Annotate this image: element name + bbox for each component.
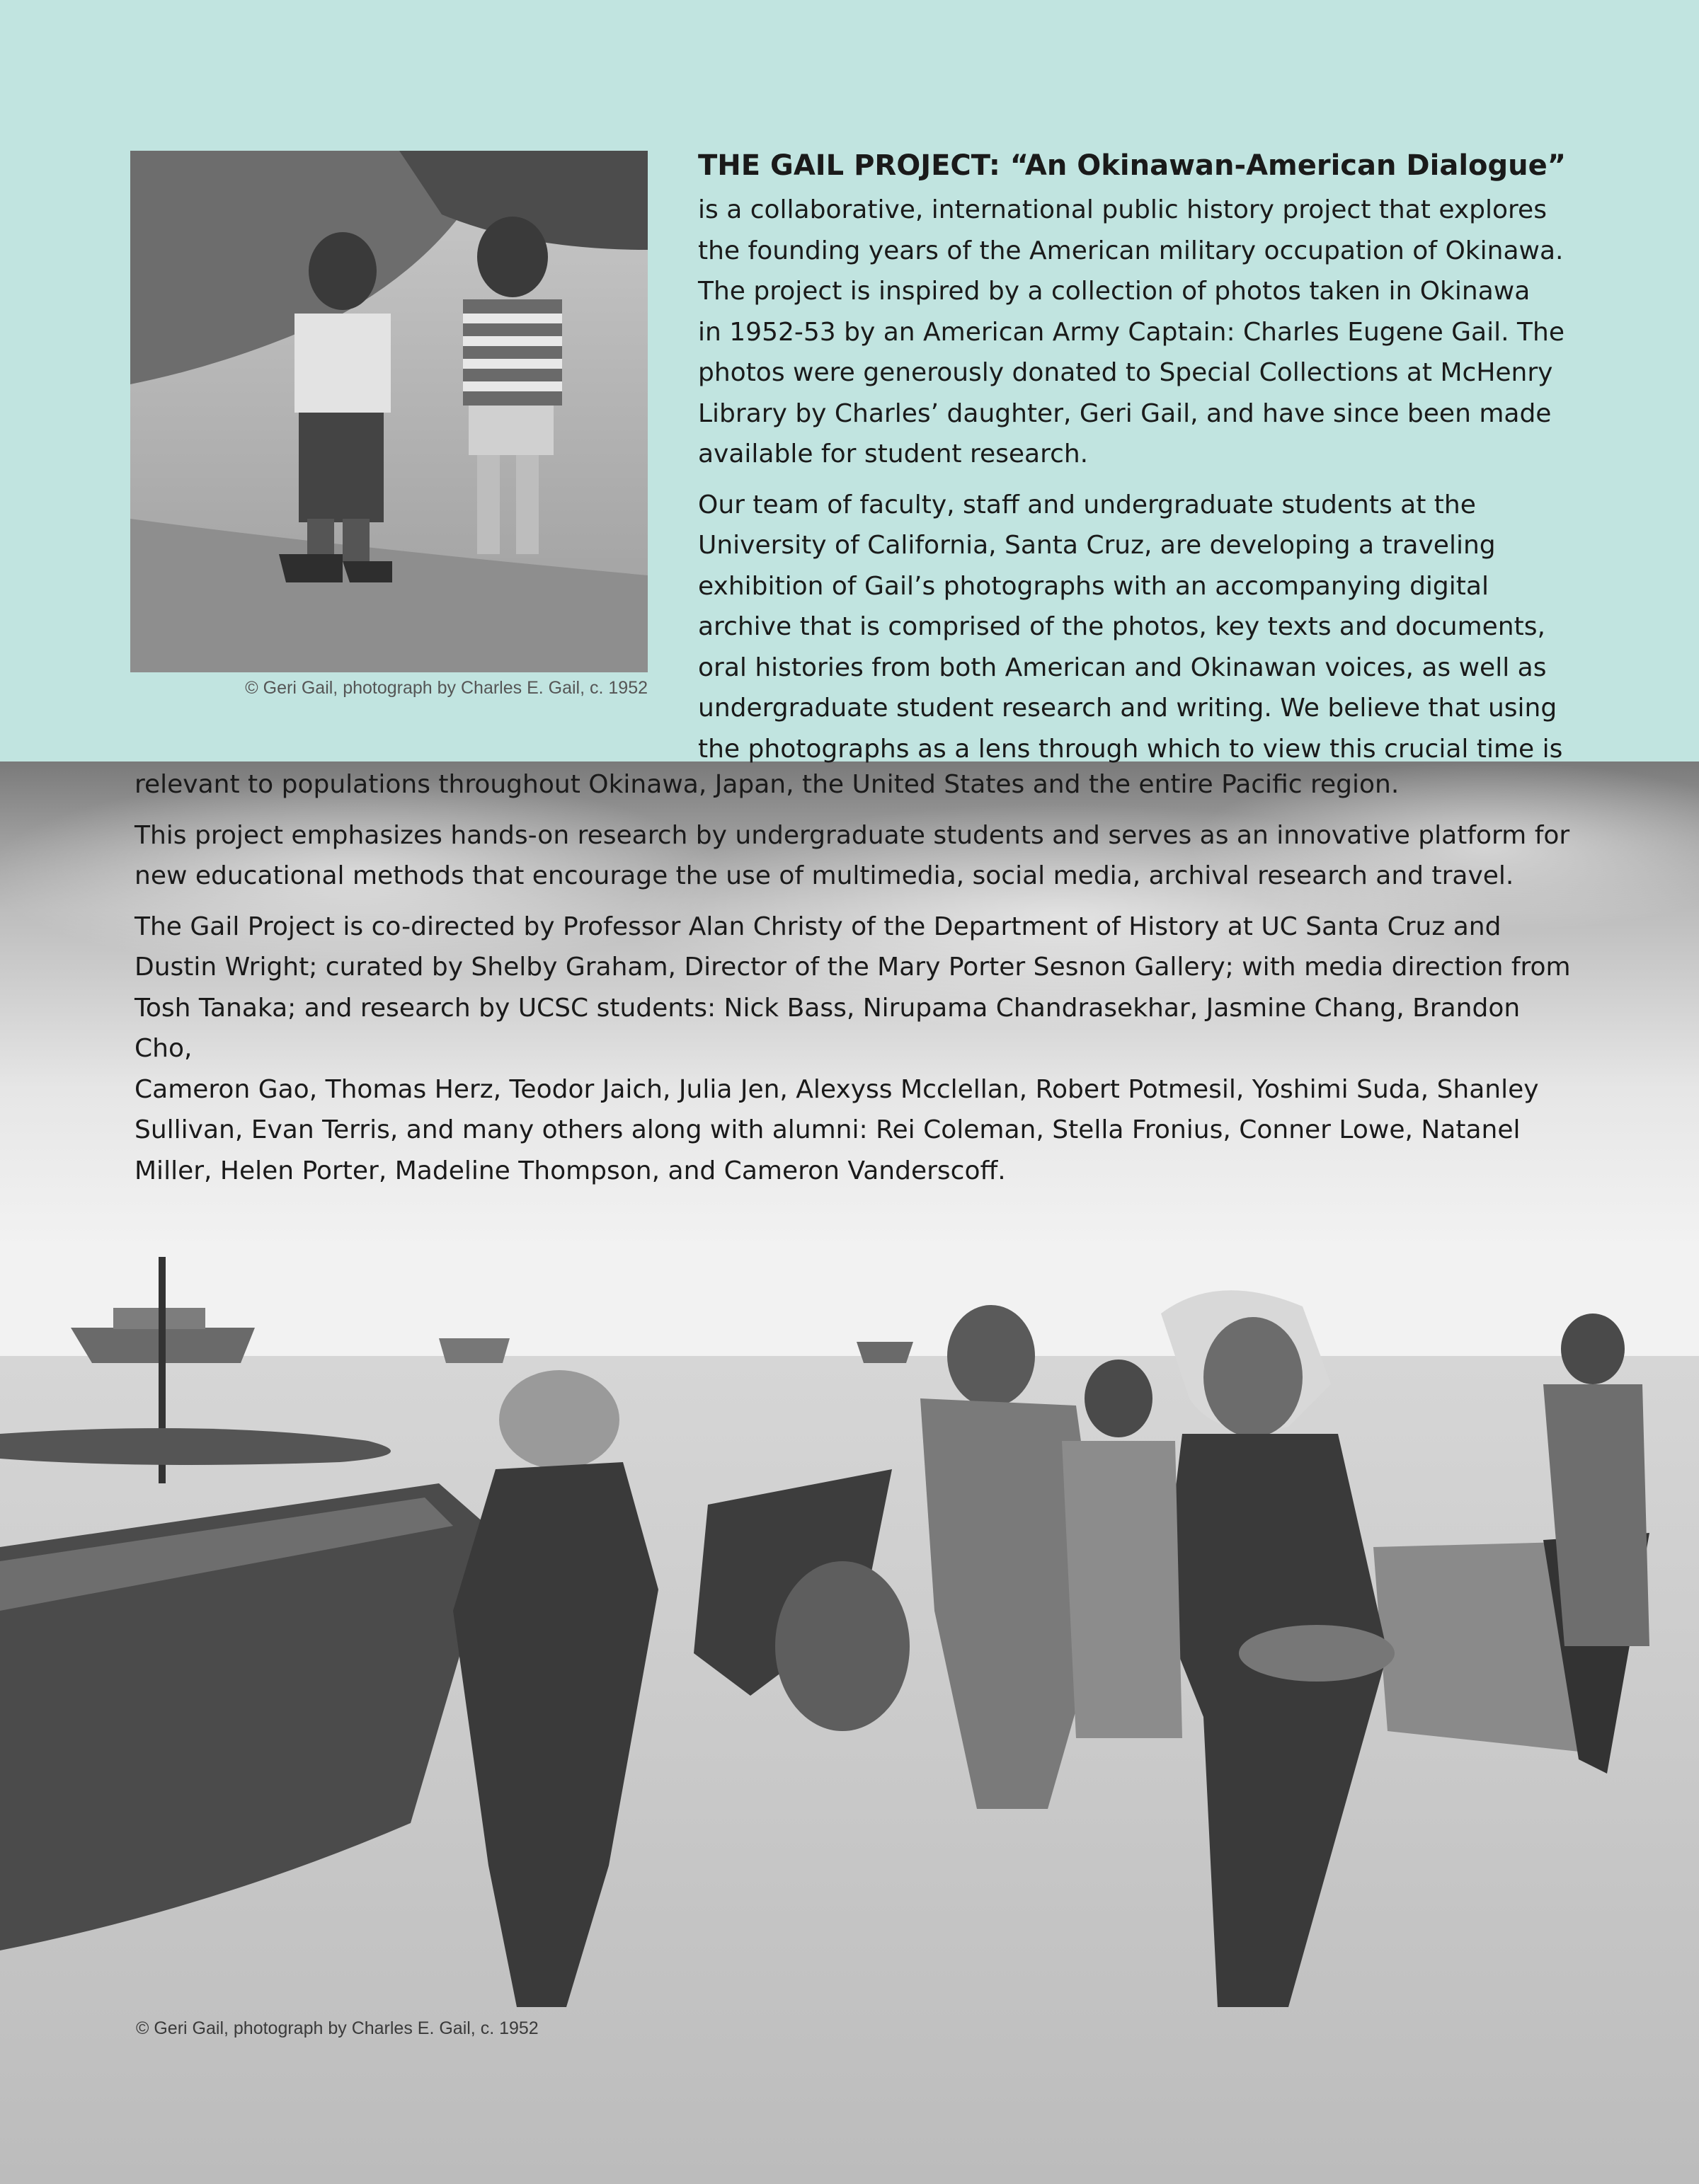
intro-line: is a collaborative, international public history project that explores	[698, 195, 1547, 224]
credits-line: Sullivan, Evan Terris, and many others along with alumni: Rei Coleman, Stella Fronius, Conner Lowe, Natanel	[135, 1115, 1521, 1144]
intro-line: the founding years of the American military occupation of Okinawa.	[698, 236, 1564, 265]
team-line: University of California, Santa Cruz, are developing a traveling	[698, 531, 1496, 560]
intro-line: Library by Charles’ daughter, Geri Gail, and have since been made	[698, 398, 1552, 428]
project-title: THE GAIL PROJECT: “An Okinawan-American Dialogue”	[698, 149, 1567, 182]
credits-line: Dustin Wright; curated by Shelby Graham, Director of the Mary Porter Sesnon Gallery; with media direction from	[135, 953, 1571, 982]
team-line: Our team of faculty, staff and undergraduate students at the	[698, 490, 1476, 519]
inset-photograph	[130, 151, 648, 672]
team-line: archive that is comprised of the photos, key texts and documents,	[698, 612, 1545, 641]
credits-line: Cameron Gao, Thomas Herz, Teodor Jaich, Julia Jen, Alexyss Mcclellan, Robert Potmesil, Yoshimi Suda, Shanley	[135, 1074, 1539, 1104]
team-continuation-line: relevant to populations throughout Okinawa, Japan, the United States and the entire Pacific region.	[135, 770, 1400, 799]
credits-line: Tosh Tanaka; and research by UCSC students: Nick Bass, Nirupama Chandrasekhar, Jasmine Chang, Brandon Cho,	[135, 993, 1521, 1063]
intro-paragraph	[698, 190, 1590, 475]
intro-line: The project is inspired by a collection of photos taken in Okinawa	[698, 277, 1531, 306]
intro-line: available for student research.	[698, 439, 1089, 469]
team-line: the photographs as a lens through which to view this crucial time is	[698, 734, 1563, 764]
full-width-text	[135, 764, 1586, 1191]
beach-photo-credit: © Geri Gail, photograph by Charles E. Gail, c. 1952	[136, 2018, 539, 2038]
team-line: exhibition of Gail’s photographs with an accompanying digital	[698, 571, 1489, 601]
credits-paragraph	[135, 907, 1586, 1192]
emphasis-line: new educational methods that encourage the use of multimedia, social media, archival research and travel.	[135, 861, 1514, 890]
inset-photo-credit: © Geri Gail, photograph by Charles E. Gail, c. 1952	[245, 678, 648, 698]
team-line: oral histories from both American and Okinawan voices, as well as	[698, 653, 1547, 682]
credits-line: The Gail Project is co-directed by Professor Alan Christy of the Department of History at UC Santa Cruz and	[135, 912, 1501, 941]
emphasis-line: This project emphasizes hands-on research by undergraduate students and serves as an innovative platform for	[135, 820, 1570, 850]
team-paragraph	[698, 485, 1590, 770]
team-line: undergraduate student research and writing. We believe that using	[698, 694, 1557, 723]
emphasis-paragraph	[135, 815, 1586, 897]
intro-column	[698, 142, 1590, 769]
intro-line: in 1952-53 by an American Army Captain: Charles Eugene Gail. The	[698, 317, 1564, 347]
credits-line: Miller, Helen Porter, Madeline Thompson, and Cameron Vanderscoff.	[135, 1156, 1006, 1185]
intro-line: photos were generously donated to Special Collections at McHenry	[698, 358, 1553, 387]
